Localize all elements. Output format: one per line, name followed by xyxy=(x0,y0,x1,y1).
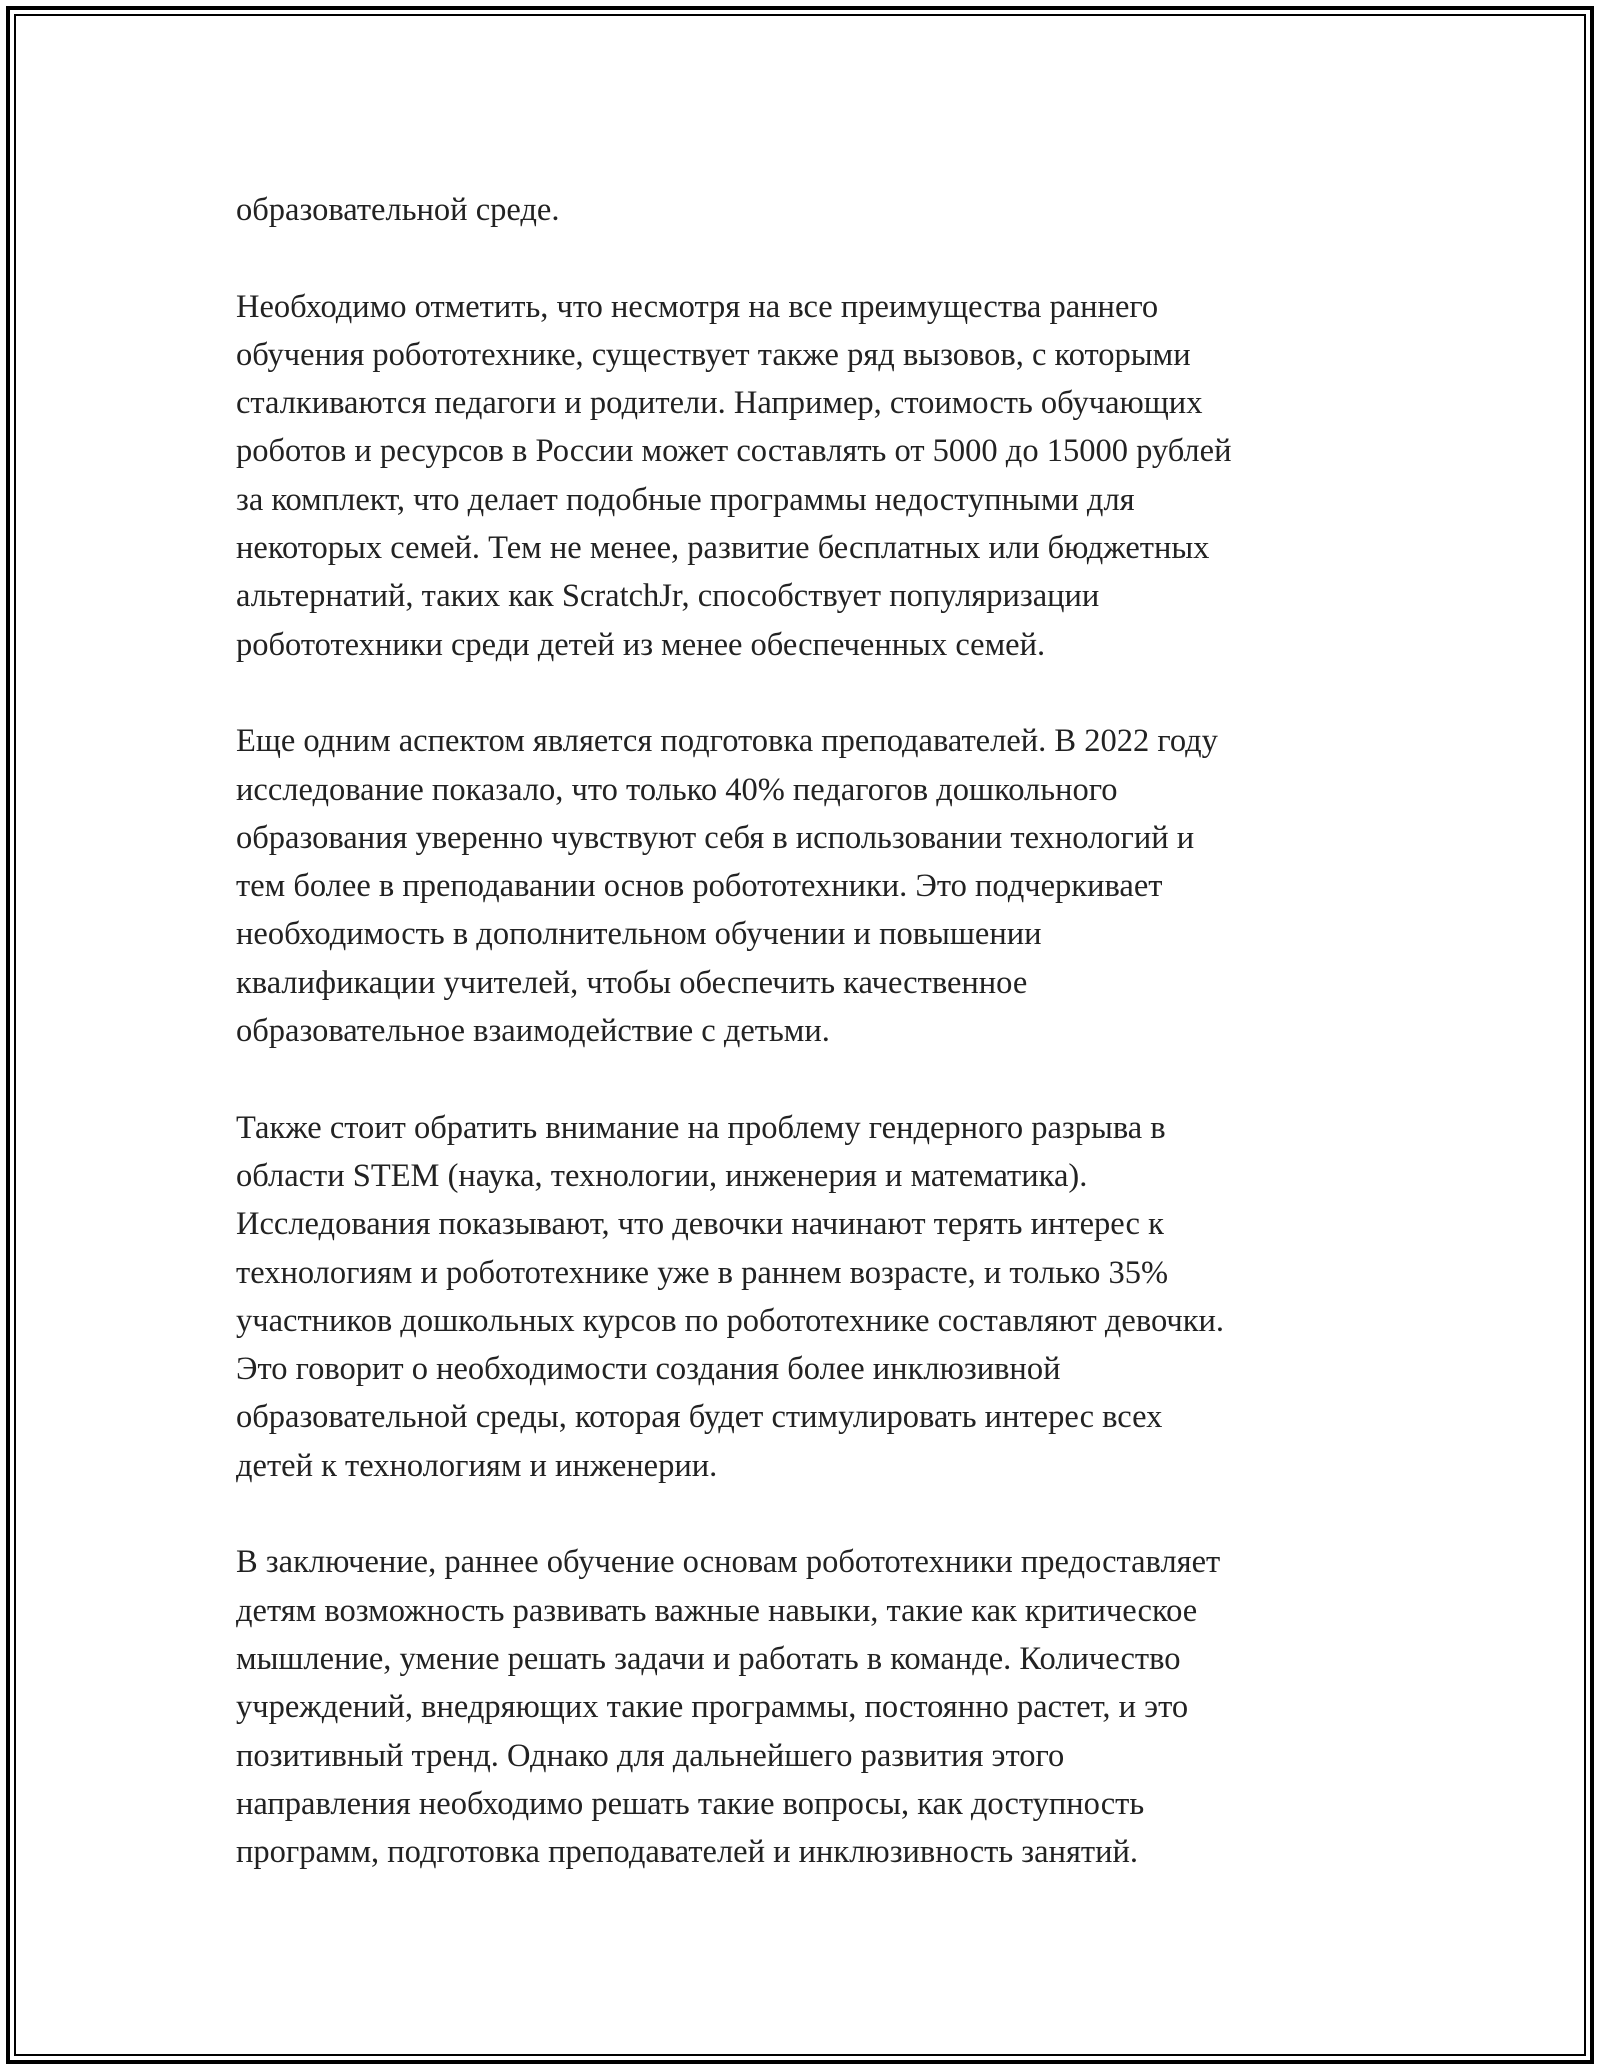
text-line: программ, подготовка преподавателей и инклюзивность занятий. xyxy=(236,1834,1139,1871)
text-line: альтернатий, таких как ScratchJr, способствует популяризации xyxy=(236,578,1100,615)
text-line: образования уверенно чувствуют себя в использовании технологий и xyxy=(236,819,1195,856)
text-line: Также стоит обратить внимание на проблему гендерного разрыва в xyxy=(236,1109,1166,1146)
text-line: участников дошкольных курсов по робототехнике составляют девочки. xyxy=(236,1302,1225,1339)
text-line: образовательной среде. xyxy=(236,192,560,228)
text-line: детей к технологиям и инженерии. xyxy=(236,1447,718,1484)
text-line: учреждений, внедряющих такие программы, постоянно растет, и это xyxy=(236,1689,1189,1726)
text-line: Еще одним аспектом является подготовка преподавателей. В 2022 году xyxy=(236,723,1218,760)
text-line: роботов и ресурсов в России может составлять от 5000 до 15000 рублей xyxy=(236,433,1232,470)
text-line: за комплект, что делает подобные программы недоступными для xyxy=(236,481,1135,518)
text-line: необходимость в дополнительном обучении и повышении xyxy=(236,916,1042,953)
paragraph-conclusion xyxy=(236,1538,1366,1876)
text-line: Необходимо отметить, что несмотря на все преимущества раннего xyxy=(236,288,1159,325)
text-line: сталкиваются педагоги и родители. Например, стоимость обучающих xyxy=(236,385,1203,422)
text-line: некоторых семей. Тем не менее, развитие бесплатных или бюджетных xyxy=(236,530,1210,567)
text-line: Исследования показывают, что девочки начинают терять интерес к xyxy=(236,1206,1164,1243)
text-line: исследование показало, что только 40% педагогов дошкольного xyxy=(236,771,1118,808)
paragraph-continuation xyxy=(236,186,1366,234)
document-body xyxy=(236,186,1366,1925)
text-line: обучения робототехнике, существует также ряд вызовов, с которыми xyxy=(236,336,1191,373)
text-line: Это говорит о необходимости создания более инклюзивной xyxy=(236,1351,1061,1388)
paragraph-challenges-cost xyxy=(236,283,1366,669)
text-line: области STEM (наука, технологии, инженерия и математика). xyxy=(236,1157,1088,1194)
text-line: В заключение, раннее обучение основам робототехники предоставляет xyxy=(236,1544,1221,1581)
text-line: технологиям и робототехнике уже в раннем возрасте, и только 35% xyxy=(236,1254,1169,1291)
text-line: образовательное взаимодействие с детьми. xyxy=(236,1013,830,1050)
text-line: образовательной среды, которая будет стимулировать интерес всех xyxy=(236,1399,1163,1436)
text-line: тем более в преподавании основ робототехники. Это подчеркивает xyxy=(236,868,1163,905)
text-line: позитивный тренд. Однако для дальнейшего развития этого xyxy=(236,1737,1065,1774)
text-line: мышление, умение решать задачи и работать в команде. Количество xyxy=(236,1640,1181,1677)
text-line: детям возможность развивать важные навыки, такие как критическое xyxy=(236,1592,1198,1629)
paragraph-gender-gap xyxy=(236,1104,1366,1490)
text-line: направления необходимо решать такие вопросы, как доступность xyxy=(236,1785,1145,1822)
text-line: квалификации учителей, чтобы обеспечить качественное xyxy=(236,964,1028,1001)
paragraph-teacher-training xyxy=(236,717,1366,1055)
text-line: робототехники среди детей из менее обеспеченных семей. xyxy=(236,626,1046,663)
